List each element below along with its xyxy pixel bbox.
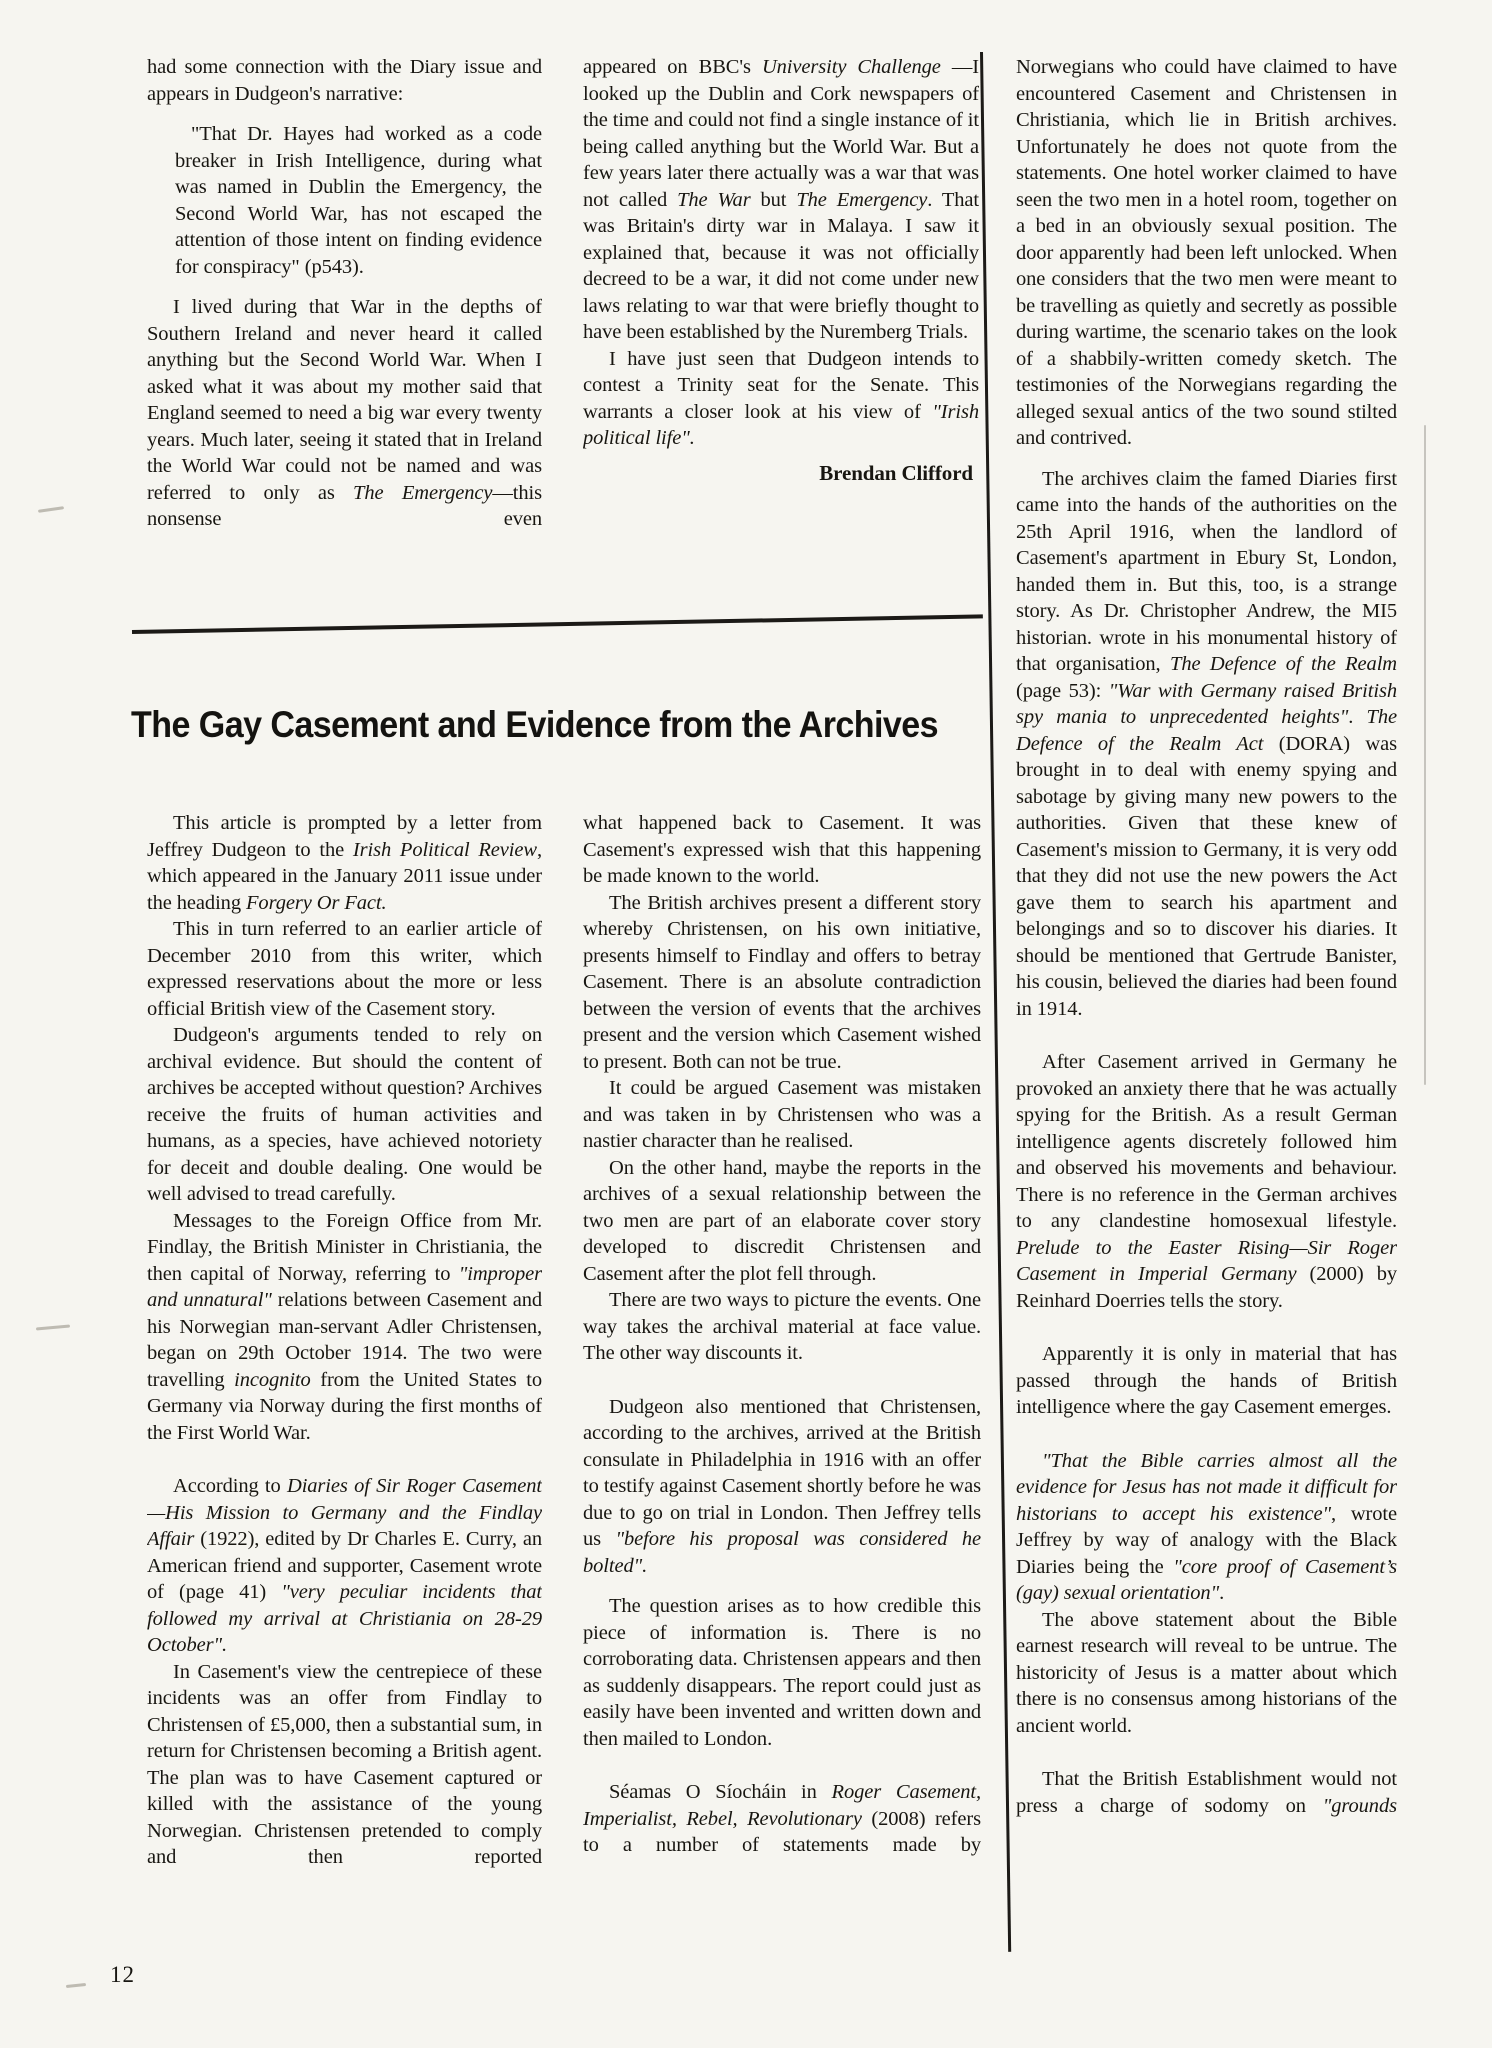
article-column-2 [583, 810, 981, 2015]
paragraph: The British archives present a different story whereby Christensen, on his own initiative, presents himself to Findlay and offers to betray Casement. There is an absolute contradiction between the version of events that the archives present and the version which Casement wished to present. Both can not be true. [583, 891, 981, 1073]
paragraph: "That the Bible carries almost all the evidence for Jesus has not made it difficult for historians to accept his existence", wrote Jeffrey by way of analogy with the Black Diaries being the "core proof of Casement’s (gay) sexual orientation". [1016, 1449, 1397, 1604]
paragraph: The above statement about the Bible earnest research will reveal to be untrue. The historicity of Jesus is a matter about which there is no consensus among historians of the ancient world. [1016, 1608, 1397, 1737]
paragraph: Messages to the Foreign Office from Mr. Findlay, the British Minister in Christiania, the then capital of Norway, referring to "improper and unnatural" relations between Casement and his Norwegian man-servant Adler Christensen, began on 29th October 1914. The two were travelling incognito from the United States to Germany via Norway during the first months of the First World War. [147, 1209, 542, 1444]
paragraph: According to Diaries of Sir Roger Casement—His Mission to Germany and the Findlay Affair (1922), edited by Dr Charles E. Curry, an American friend and supporter, Casement wrote of (page 41) "very peculiar incidents that followed my arrival at Christiania on 28-29 October". [147, 1475, 542, 1656]
paragraph: That the British Establishment would not press a charge of sodomy on "grounds [1016, 1768, 1397, 1817]
paragraph: Dudgeon also mentioned that Christensen, according to the archives, arrived at the British consulate in Philadelphia in 1916 with an offer to testify against Casement shortly before he was due to go on trial in London. Then Jeffrey tells us "before his proposal was considered he bolted". [583, 1395, 981, 1577]
paragraph: Dudgeon's arguments tended to rely on archival evidence. But should the content of archives be accepted without question? Archives receive the fruits of human activities and humans, as a species, have achieved notoriety for deceit and double dealing. One would be well advised to tread carefully. [147, 1024, 542, 1205]
column-divider-rule [980, 52, 1011, 1952]
paragraph: I have just seen that Dudgeon intends to contest a Trinity seat for the Senate. This warrants a closer look at his view of "Irish political life". [583, 347, 979, 449]
paragraph: The question arises as to how credible this piece of information is. There is no corroborating data. Christensen appears and then as suddenly disappears. The report could just as easily have been invented and written down and then mailed to London. [583, 1595, 981, 1750]
right-column [1016, 54, 1397, 1999]
page-number: 12 [110, 1962, 135, 1987]
paragraph: I lived during that War in the depths of Southern Ireland and never heard it called anything but the Second World War. When I asked what it was about my mother said that England seemed to need a big war every twenty years. Much later, seeing it stated that in Ireland the World War could not be named and was referred to only as The Emergency—this nonsense even [147, 296, 542, 530]
scan-artifact [36, 1325, 70, 1331]
paragraph: Séamas O Síocháin in Roger Casement, Imperialist, Rebel, Revolutionary (2008) refers to a number of statements made by [583, 1781, 981, 1856]
paragraph: had some connection with the Diary issue and appears in Dudgeon's narrative: [147, 56, 542, 105]
paragraph: Norwegians who could have claimed to have encountered Casement and Christensen in Christiania, which lie in British archives. Unfortunately he does not quote from the statements. One hotel worker claimed to have seen the two men in a hotel room, together on a bed in an obviously sexual position. The door apparently had been left unlocked. When one considers that the two men were meant to be travelling as quietly and secretly as possible during wartime, the scenario takes on the look of a shabbily-written comedy sketch. The testimonies of the Norwegians regarding the alleged sexual antics of the two sound stilted and contrived. [1016, 56, 1397, 449]
paragraph: This in turn referred to an earlier article of December 2010 from this writer, which expressed reservations about the more or less official British view of the Casement story. [147, 918, 542, 1020]
paragraph: "That Dr. Hayes had worked as a code breaker in Irish Intelligence, during what was named in Dublin the Emergency, the Second World War, has not escaped the attention of those intent on finding evidence for conspiracy" (p543). [175, 123, 542, 278]
article-column-1 [147, 810, 542, 2015]
paragraph: After Casement arrived in Germany he provoked an anxiety there that he was actually spying for the British. As a result German intelligence agents discretely followed him and observed his movements and behaviour. There is no reference in the German archives to any clandestine homosexual lifestyle. Prelude to the Easter Rising—Sir Roger Casement in Imperial Germany (2000) by Reinhard Doerries tells the story. [1016, 1051, 1397, 1312]
scan-artifact [38, 506, 64, 513]
author-signature: Brendan Clifford [819, 460, 973, 485]
article-headline: The Gay Casement and Evidence from the Archives [131, 704, 939, 745]
paragraph: The archives claim the famed Diaries first came into the hands of the authorities on the 25th April 1916, when the landlord of Casement's apartment in Ebury St, London, handed them in. But this, too, is a strange story. As Dr. Christopher Andrew, the MI5 historian. wrote in his monumental history of that organisation, The Defence of the Realm (page 53): "War with Germany raised British spy mania to unprecedented heights". The Defence of the Realm Act (DORA) was brought in to deal with enemy spying and sabotage by giving many new powers to the authorities. Given that these knew of Casement's mission to Germany, it is very odd that they did not use the new powers the Act gave them to search his apartment and belongings and so to discover his diaries. It should be mentioned that Gertrude Banister, his cousin, believed the diaries had been found in 1914. [1016, 467, 1397, 1020]
top-column-2 [583, 54, 979, 614]
paragraph: There are two ways to picture the events. One way takes the archival material at face value. The other way discounts it. [583, 1289, 981, 1364]
paragraph: On the other hand, maybe the reports in the archives of a sexual relationship between the two men are part of an elaborate cover story developed to discredit Christensen and Casement after the plot fell through. [583, 1156, 981, 1285]
paragraph: appeared on BBC's University Challenge —I looked up the Dublin and Cork newspapers of the time and could not find a single instance of it being called anything but the World War. But a few years later there actually was a war that was not called The War but The Emergency. That was Britain's dirty war in Malaya. I saw it explained that, because it was not officially decreed to be a war, it did not come under new laws relating to war that were briefly thought to have been established by the Nuremberg Trials. [583, 56, 979, 343]
section-end-rule [132, 614, 983, 634]
paragraph: It could be argued Casement was mistaken and was taken in by Christensen who was a nastier character than he realised. [583, 1077, 981, 1152]
scan-artifact [1424, 425, 1426, 1085]
paragraph: Apparently it is only in material that has passed through the hands of British intelligence where the gay Casement emerges. [1016, 1343, 1397, 1418]
paragraph: This article is prompted by a letter from Jeffrey Dudgeon to the Irish Political Review, which appeared in the January 2011 issue under the heading Forgery Or Fact. [147, 812, 542, 914]
top-column-1 [147, 54, 542, 614]
scan-artifact [66, 1983, 86, 1988]
paragraph: In Casement's view the centrepiece of these incidents was an offer from Findlay to Christensen of £5,000, then a substantial sum, in return for Christensen becoming a British agent. The plan was to have Casement captured or killed with the assistance of the young Norwegian. Christensen pretended to comply and then reported [147, 1660, 542, 1868]
paragraph: what happened back to Casement. It was Casement's expressed wish that this happening be made known to the world. [583, 812, 981, 887]
top-column-2-text [583, 54, 979, 452]
